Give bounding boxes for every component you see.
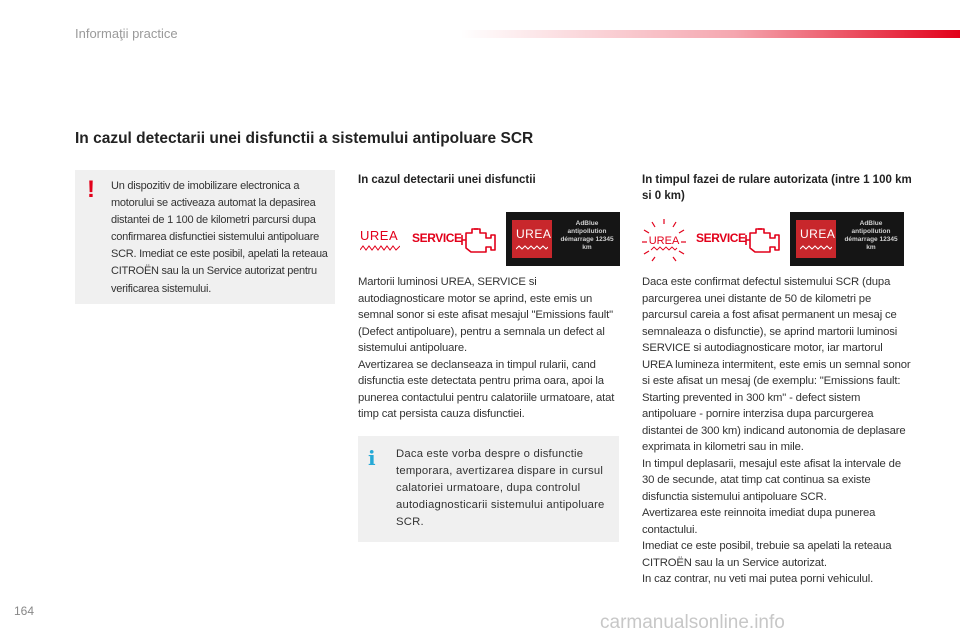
urea-wave-icon [360, 245, 400, 251]
col1-body-text: Martorii luminosi UREA, SERVICE si autodiagnosticare motor se aprind, este emis un semnal sonor si este afisat mesajul "Emissions fault" (Defect antipoluare), pentru a semnala un defect al sistemului antipoluare. Avertizarea se declanseaza in timpul rularii, cand disfunctia este detectata pentru prima oara, apoi la punerea contactului pentru calatoriile urmatoare, atat timp cat persista cauza disfunctiei. [358, 276, 615, 420]
page-number: 164 [14, 604, 35, 618]
info-text: Daca este vorba despre o disfunctie temporara, avertizarea dispare in cursul calatoriei urmatoare, dupa controlul autodiagnosticarii sistemului antipoluare SCR. [396, 448, 605, 528]
dashboard-screen [506, 212, 620, 266]
warning-text: Un dispozitiv de imobilizare electronica a motorului se activeaza automat la depasirea distantei de 1 100 de kilometri parcursi dupa confirmarea disfunctiei sistemului antipoluare SCR. Imediat ce este posibil, apelati la reteaua CITROËN sau la un Service autorizat pentru verificarea sistemului. [111, 180, 328, 295]
urea-lamp-icon: UREA [360, 228, 399, 243]
screen-urea-label: UREA [800, 227, 836, 241]
warning-icon: ! [87, 176, 95, 203]
screen-wave-icon [800, 245, 832, 250]
urea-blinking-lamp-icon [642, 218, 686, 262]
info-icon: i [368, 446, 376, 470]
header-title: Informaţii practice [75, 26, 178, 41]
col2-warning-lamps [642, 212, 904, 267]
screen-message: AdBlue antipollution démarrage 12345 km [844, 220, 898, 251]
warning-box [75, 170, 335, 304]
col1-warning-lamps [358, 212, 620, 267]
engine-check-icon [742, 224, 782, 254]
col2-body-text: Daca este confirmat defectul sistemului SCR (dupa parcurgerea unei distante de 50 de kilometri pe parcursul careia a fost afisat permanent un mesaj ce semnaleaza o disfunctie), se aprind martorii luminosi SERVICE si autodiagnosticare motor, iar martorul UREA lumineza intermitent, este emis un semnal sonor si este afisat un mesaj (de exemplu: "Emissions fault: Starting prevented in 300 km" - defect sistem antipoluare - pornire interzisa dupa parcurgerea distantei de 300 km) indicand autonomia de deplasare exprimata in kilometri sau in mile. In timpul deplasarii, mesajul este afisat la intervale de 30 de secunde, atat timp cat continua sa existe disfunctia sistemului antipoluare SCR. Avertizarea este reinnoita imediat dupa punerea contactului. Imediat ce este posibil, trebuie sa apelati la reteaua CITROËN sau la un Service autorizat. In caz contrar, nu veti mai putea porni vehiculul. [642, 276, 911, 585]
service-lamp-icon: SERVICE [696, 231, 746, 245]
watermark: carmanualsonline.info [600, 612, 785, 633]
engine-check-icon [458, 224, 498, 254]
service-lamp-icon: SERVICE [412, 231, 462, 245]
info-box [358, 436, 619, 542]
urea-blinking-lamp-label: UREA [648, 235, 680, 247]
section-title: In cazul detectarii unei disfunctii a sistemului antipoluare SCR [75, 130, 534, 147]
screen-wave-icon [516, 245, 548, 250]
screen-message: AdBlue antipollution démarrage 12345 km [560, 220, 614, 251]
col1-heading: In cazul detectarii unei disfunctii [358, 174, 536, 186]
col2-heading: In timpul fazei de rulare autorizata (intre 1 100 km si 0 km) [642, 174, 912, 202]
header-accent-bar [460, 30, 960, 38]
screen-urea-label: UREA [516, 227, 552, 241]
dashboard-screen [790, 212, 904, 266]
